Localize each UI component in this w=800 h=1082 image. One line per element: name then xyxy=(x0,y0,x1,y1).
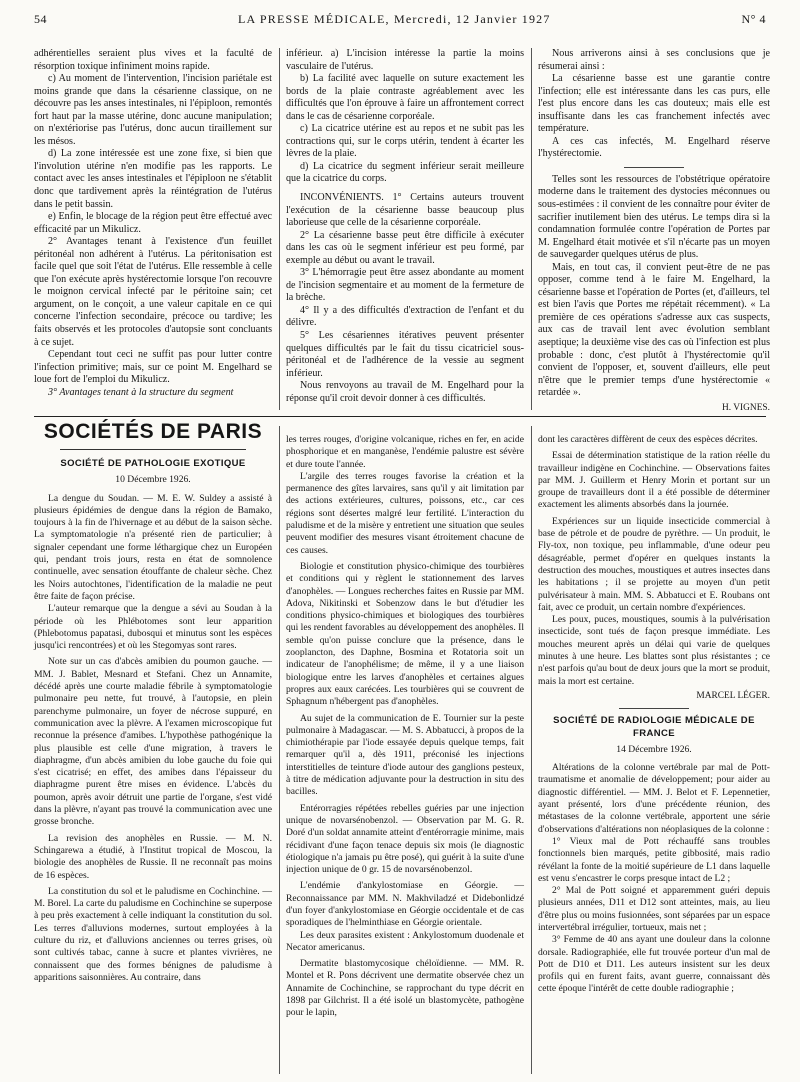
paragraph: 2° La césarienne basse peut être difficile à exécuter dans les cas où le segment inférieur est peu formé, par exemple au début ou avant le travail. xyxy=(286,229,524,266)
column-divider xyxy=(279,426,280,1074)
paragraph: e) Enfin, le blocage de la région peut être effectué avec efficacité par un Mikulicz. xyxy=(34,211,272,235)
paragraph: c) La cicatrice utérine est au repos et ne subit pas les contractions qui, sur le corps utérin, tendent à écarter les lèvres de la plaie. xyxy=(286,123,524,160)
paragraph: Cependant tout ceci ne suffit pas pour lutter contre l'infection primitive; mais, sur ce point M. Engelhard se loue fort de l'emploi du Mikulicz. xyxy=(34,349,272,386)
paragraph: Altérations de la colonne vertébrale par mal de Pott-traumatisme et anomalie de développement; pour aider au diagnostic différentiel. — MM. J. Belot et F. Lepennetier, ayant présenté, lors d'une précédente réunion, des métastases de la colonne vertébrale, apportent une série d'observations d'altérations non néoplasiques de la colonne : xyxy=(538,762,770,835)
society-heading: SOCIÉTÉ DE PATHOLOGIE EXOTIQUE xyxy=(60,458,246,469)
page-number: 54 xyxy=(34,12,47,26)
paragraph: La dengue du Soudan. — M. E. W. Suldey a assisté à plusieurs épidémies de dengue dans la région de Bamako, toujours à la fin de l'hivernage et au début de la saison sèche. La symptomatologie n'a présenté rien de particulier; à signaler cependant une forme léthargique chez un Européen qui, pendant trois jours, resta en état de somnolence continuelle, avec sensation étouffante de chaleur sèche. Chez les Noirs autochtones, l'identification de la maladie ne peut être faite de façon précise. xyxy=(34,492,272,602)
meeting-date: 10 Décembre 1926. xyxy=(115,474,191,486)
section-separator xyxy=(619,708,689,709)
meeting-date: 14 Décembre 1926. xyxy=(616,743,692,755)
paragraph: 1° Vieux mal de Pott réchauffé sans troubles fonctionnels bien marqués, petite gibbosité, mais radio révélant la fonte de la moitié supérieure de L1 dans laquelle est venu s'encastrer le corps presque intact de L2 ; xyxy=(538,835,770,884)
column-divider xyxy=(531,48,532,410)
column-divider xyxy=(531,426,532,1074)
page-header xyxy=(34,12,766,34)
paragraph: L'endémie d'ankylostomiase en Géorgie. — Reconnaissance par MM. N. Makhviladzé et Didebonlidzé d'un foyer d'ankylostomiase en Géorgie occidentale et de cas sporadiques de l'helminthiase en Géorgie orientale. xyxy=(286,880,524,929)
paragraph: Expériences sur un liquide insecticide commercial à base de pétrole et de poudre de pyrèthre. — Un produit, le Fly-tox, non toxique, peu inflammable, d'une odeur peu désagréable, permet d'opérer en quelques instants la destruction des mouches, moustiques et autres insectes dans les habitations ; il se projette au moyen d'un petit pulvérisateur à main. MM. S. Abbatucci et E. Roubans ont fait, avec ce produit, un certain nombre d'expériences. xyxy=(538,515,770,613)
paragraph: Telles sont les ressources de l'obstétrique opératoire moderne dans le traitement des dystocies méconnues ou sous-estimées : il convient de les connaître pour éviter de sacrifier inutilement bien des utérus. Le temps dira si la condamnation formulée contre l'opération de Portes par M. Engelhard était motivée et s'il n'écarte pas un moyen de sauvegarder quelques utérus de plus. xyxy=(538,173,770,261)
column-divider xyxy=(279,48,280,410)
top-column-2 xyxy=(286,48,524,405)
paragraph: 5° Les césariennes itératives peuvent présenter quelques difficultés par le fait du tissu cicatriciel sous-péritonéal et de l'adhérence de la vessie au segment inférieur. xyxy=(286,330,524,379)
bottom-column-2 xyxy=(286,434,524,1020)
paragraph: 3° Femme de 40 ans ayant une douleur dans la colonne dorsale. Radiographiée, elle fut trouvée porteur d'un mal de Pott de D10 et D11. Les auteurs insistent sur les deux profils qui en furent faits, avant guerre, connaissant dès cette époque l'intérêt de cette double radiographie ; xyxy=(538,934,770,995)
paragraph: La césarienne basse est une garantie contre l'infection; elle est intéressante dans les cas purs, elle l'est plus encore dans les cas douteux; mais elle est insuffisante dans les cas franchement infectés avec température. xyxy=(538,73,770,135)
section-separator xyxy=(624,167,684,168)
paragraph: 3° Avantages tenant à la structure du segment xyxy=(48,386,234,398)
paragraph: Note sur un cas d'abcès amibien du poumon gauche. — MM. J. Bablet, Mesnard et Stefani. Chez un Annamite, décédé après une courte maladie fébrile à symptomatologie pulmonaire peu nette, fut trouvé, à l'autopsie, en plein parenchyme pulmonaire, un foyer de nécrose suppuré, en communication avec la plèvre. A l'examen microscopique fut reconnue la présence d'amibes. L'hypothèse pathogénique la plus plausible est celle d'une migration, à travers le diaphragme, d'un abcès amibien du lobe gauche du foie qui s'est cicatrisé; en effet, des amibes dans l'épaisseur du diaphragme purent être mises en évidence. L'abcès du poumon, après avoir détruit une partie de l'organe, s'est vidé dans la plèvre, n'ayant pas trouvé la communication avec une grosse bronche. xyxy=(34,656,272,828)
paragraph: Nous renvoyons au travail de M. Engelhard pour la réponse qu'il croit devoir donner à ces difficultés. xyxy=(286,380,524,404)
paragraph: Essai de détermination statistique de la ration réelle du travailleur indigène en Cochinchine. — Observations faites par MM. J. Guillerm et Henry Morin et portant sur un groupe de travailleurs dont il a été possible de déterminer exactement les aliments absorbés dans la journée. xyxy=(538,450,770,511)
society-heading: SOCIÉTÉ DE RADIOLOGIE MÉDICALE DE FRANCE xyxy=(553,715,755,739)
paragraph: les terres rouges, d'origine volcanique, riches en fer, en acide phosphorique et en manganèse, l'endémie palustre est sévère et dure toute l'année. xyxy=(286,434,524,470)
paragraph: A ces cas infectés, M. Engelhard réserve l'hystérectomie. xyxy=(538,135,770,160)
paragraph: 2° Mal de Pott soigné et apparemment guéri depuis plusieurs années, D11 et D12 sont atteintes, mais, au lieu d'être plus ou moins fusionnées, sont séparées par un espace intervertébral irrégulier, tortueux, mais net ; xyxy=(538,885,770,933)
paragraph: adhérentielles seraient plus vives et la faculté de résorption toxique infiniment moins rapide. xyxy=(34,48,272,72)
paragraph: 3° L'hémorragie peut être assez abondante au moment de l'incision segmentaire et au moment de la fermeture de la brèche. xyxy=(286,267,524,304)
paragraph: Les poux, puces, moustiques, soumis à la pulvérisation insecticide, sont tués de façon presque immédiate. Les mouches meurent après un délai qui varie de quelques minutes à une heure. Les blattes sont plus résistantes ; ce n'est parfois qu'au bout de deux jours que la mort se produit, mais la mort est certaine. xyxy=(538,614,770,687)
paragraph: Les deux parasites existent : Ankylostomum duodenale et Necator americanus. xyxy=(286,929,524,953)
paragraph: Biologie et constitution physico-chimique des tourbières et conditions qui y règlent le stationnement des larves d'anophèles. — Longues recherches faites en Russie par MM. Adova, Nikitinski et Sobenzow dans le but d'étudier les conditions physico-chimiques et biologiques des tourbières qui les rendent favorables au développement des anophèles. Il semble qu'on puisse conclure que la présence, dans le zooplancton, des Daphne, Bosmina et Rotatoria soit un indicateur de l'anophélisme; de même, il y a une liaison biologique entre les larves d'anophèles et certaines algues propres aux eaux carécées. Les tourbières qui se couvrent de Sphagnum n'hébergent pas d'anophèles. xyxy=(286,560,524,708)
section-title: SOCIÉTÉS DE PARIS xyxy=(43,420,263,443)
paragraph: Nous arriverons ainsi à ses conclusions que je résumerai ainsi : xyxy=(538,48,770,72)
paragraph: b) La facilité avec laquelle on suture exactement les bords de la plaie contraste agréablement avec les difficultés que l'on éprouve à faire un affrontement correct dans le cas de césarienne corporéale. xyxy=(286,73,524,122)
section-rule xyxy=(34,416,766,417)
paragraph: dont les caractères diffèrent de ceux des espèces décrites. xyxy=(538,434,758,445)
paragraph: Au sujet de la communication de E. Tournier sur la peste pulmonaire à Madagascar. — M. S. Abbatucci, à propos de la chimiothérapie par l'iode essayée depuis quelque temps, fait remarquer qu'il a, dès 1911, préconisé les injections interstitielles de teinture d'iode autour des ganglions pesteux, à titre de médication adjuvante pour la destruction in situ des bacilles. xyxy=(286,712,524,798)
author-signature: MARCEL LÉGER. xyxy=(696,690,770,701)
author-signature: H. VIGNES. xyxy=(721,402,770,413)
top-column-1 xyxy=(34,48,272,399)
bottom-column-1 xyxy=(34,452,272,984)
paragraph: Mais, en tout cas, il convient peut-être de ne pas opposer, comme tend à le faire M. Engelhard, la césarienne basse et l'opération de Portes (et, d'ailleurs, tel est bien l'avis que Portes me répétait récemment). « La première de ces opérations s'adresse aux cas suspects, aux cas de travail lent avec évolution semblant aseptique; la deuxième vise des cas où l'infection est plus probable : donc, c'est plutôt à l'hystérectomie qu'il convient de l'opposer, et, souvent d'ailleurs, elle peut n'être que le premier temps d'une hystérectomie « retardée ». xyxy=(538,261,770,399)
paragraph: d) La zone intéressée est une zone fixe, si bien que l'involution utérine n'en modifie pas les rapports. Le contact avec les anses intestinales et l'épiploon ne s'établit donc que tardivement après la réintégration de l'utérus dans le petit bassin. xyxy=(34,148,272,210)
title-underline xyxy=(60,449,246,450)
issue-number: N° 4 xyxy=(741,12,766,26)
paragraph: INCONVÉNIENTS. 1° Certains auteurs trouvent l'exécution de la césarienne basse beaucoup plus laborieuse que celle de la césarienne corporéale. xyxy=(286,192,524,229)
paragraph: L'auteur remarque que la dengue a sévi au Soudan à la période où les Phlébotomes sont leur apparition (Phlebotomus papatasi, dubosqui et minutus sont les espèces jusqu'ici rencontrées) et où les Stegomyas sont rares. xyxy=(34,603,272,652)
paragraph: c) Au moment de l'intervention, l'incision pariétale est moins grande que dans la césarienne classique, on ne découvre pas les anses intestinales, ni l'épiploon, remontés fort haut par la masse utérine, donc aucune manipulation; on n'extériorise pas l'utérus, donc aucun tiraillement sur les mésos. xyxy=(34,73,272,147)
paragraph: 2° Avantages tenant à l'existence d'un feuillet péritonéal non adhérent à l'utérus. La péritonisation est facile quel que soit l'état de l'utérus. Elle ressemble à celle que l'on exécute après hystérectomie lorsque l'on recouvre le moignon cervical infecté par le péritoine sain; cet argument, on le conçoit, a une valeur capitale en ce qui concerne l'infection secondaire, précoce ou tardive; les faits observés et les protocoles d'autopsie sont concluants à ce sujet. xyxy=(34,236,272,348)
paragraph: Entérorragies répétées rebelles guéries par une injection unique de novarsénobenzol. — Observation par M. G. R. Doré d'un soldat annamite atteint d'entérorragie minime, mais récidivant d'une façon tenace depuis six mois (le diagnostic étiologique n'a jamais pu être posé), qui guérit à la suite d'une injection unique de 0 gr. 15 de novarsénobenzol. xyxy=(286,802,524,876)
journal-title: LA PRESSE MÉDICALE, Mercredi, 12 Janvier 1927 xyxy=(237,12,551,26)
paragraph: La constitution du sol et le paludisme en Cochinchine. — M. Borel. La carte du paludisme en Cochinchine se superpose à peu près exactement à celle indiquant la constitution du sol. Les terres d'alluvions modernes, surtout employées à la culture du riz, et d'alluvions anciennes ou terres grises, où sont cultivés tabac, canne à sucre et plantes vivrières, ne connaissent que des formes bénignes de paludisme à apparitions saisonnières. Au contraire, dans xyxy=(34,885,272,983)
bottom-column-3 xyxy=(538,434,770,996)
paragraph: 4° Il y a des difficultés d'extraction de l'enfant et du délivre. xyxy=(286,304,524,329)
top-column-3 xyxy=(538,48,770,414)
paragraph: Dermatite blastomycosique chéloïdienne. — MM. R. Montel et R. Pons décrivent une dermatite observée chez un Annamite de Cochinchine, se rapprochant du type décrit en 1898 par Gilchrist. Il a été isolé un blastomycète, pathogène pour le lapin, xyxy=(286,958,524,1019)
paragraph: d) La cicatrice du segment inférieur serait meilleure que la cicatrice du corps. xyxy=(286,160,524,185)
paragraph: La revision des anophèles en Russie. — M. N. Schingarewa a étudié, à l'Institut tropical de Moscou, la biologie des anophèles de Russie. Il ne reconnaît pas moins de 16 espèces. xyxy=(34,832,272,881)
paragraph: L'argile des terres rouges favorise la création et la permanence des gîtes larvaires, sans qu'il y ait limitation par des actions extérieures, cultures, poissons, etc., car ces régions sont désertes malgré leur fertilité. L'interaction du paludisme et de la misère y entretient une situation que seules peuvent modifier des mesures visant étroitement chacune de ces causes. xyxy=(286,470,524,556)
paragraph: inférieur. a) L'incision intéresse la partie la moins vasculaire de l'utérus. xyxy=(286,48,524,72)
